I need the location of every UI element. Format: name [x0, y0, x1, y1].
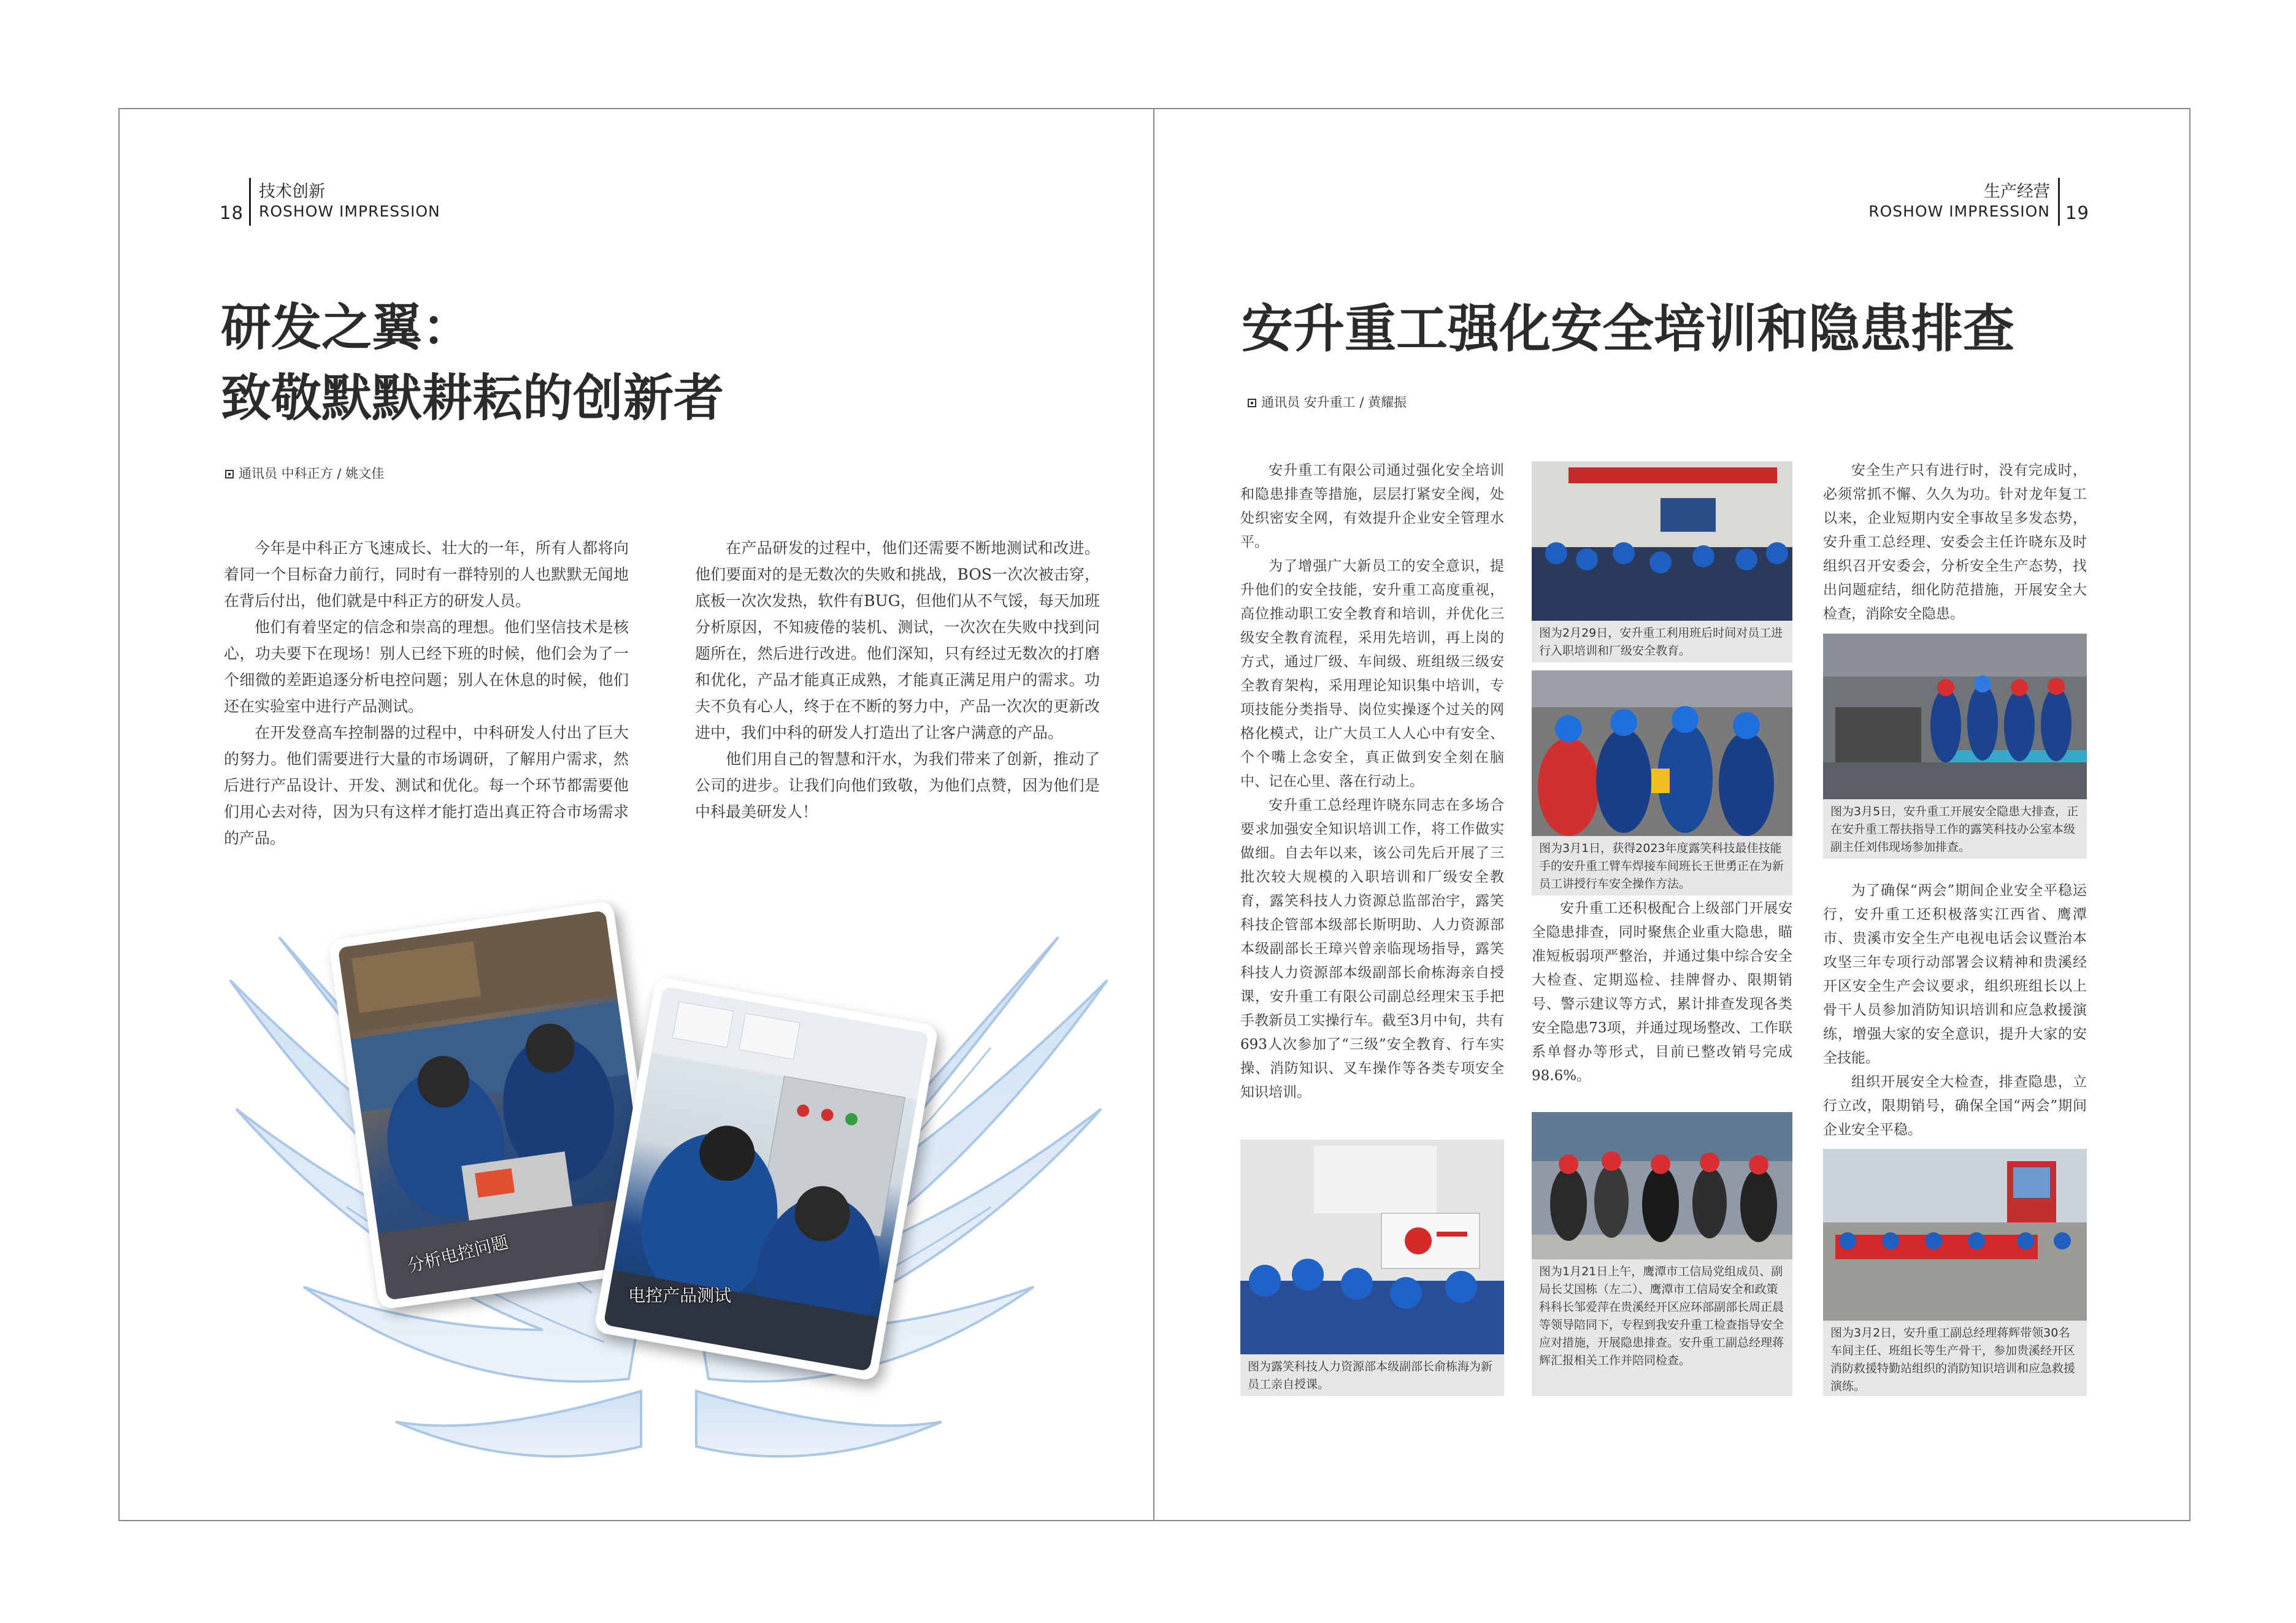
- photo-caption: 图为3月1日，获得2023年度露笑科技最佳技能手的安升重工臂车焊接车间班长王世勇正在为新员工讲授行车安全操作方法。: [1532, 836, 1792, 896]
- photo-fire-drill: [1823, 1149, 2087, 1321]
- photo-content: [1823, 634, 2087, 799]
- right-page: [1153, 108, 2190, 1521]
- paragraph: 在开发登高车控制器的过程中，中科研发人付出了巨大的努力。他们需要进行大量的市场调研，了解用户需求，然后进行产品设计、开发、测试和优化。每一个环节都需要他们用心去对待，因为只有这样才能打造出真正符合市场需求的产品。: [224, 724, 629, 847]
- paragraph: 安升重工有限公司通过强化安全培训和隐患排查等措施，层层打紧安全阀，处处织密安全网，有效提升企业安全管理水平。: [1240, 462, 1504, 550]
- section-label: 生产经营: [1984, 182, 2050, 201]
- paragraph: 为了增强广大新员工的安全意识，提升他们的安全技能，安升重工高度重视，高位推动职工安全教育和培训，并优化三级安全教育流程，采用先培训，再上岗的方式，通过厂级、车间级、班组级三级安全教育架构，采用理论知识集中培训，专项技能分类指导、岗位实操逐个过关的网格化模式，让广大员工人人心中有安全、个个嘴上念安全，真正做到安全刻在脑中、记在心里、落在行动上。: [1240, 558, 1504, 789]
- photo-content: [1823, 1149, 2087, 1321]
- paragraph: 今年是中科正方飞速成长、壮大的一年，所有人都将向着同一个目标奋力前行，同时有一群特别的人也默默无闻地在背后付出，他们就是中科正方的研发人员。: [224, 539, 629, 610]
- photo-content: [1532, 1112, 1792, 1259]
- paragraph: 组织开展安全大检查，排查隐患，立行立改，限期销号，确保全国“两会”期间企业安全平稳。: [1823, 1074, 2087, 1138]
- brand-label: ROSHOW IMPRESSION: [259, 202, 440, 220]
- paragraph: 他们有着坚定的信念和崇高的理想。他们坚信技术是核心，功夫要下在现场！别人已经下班的时候，他们会为了一个细微的差距追逐分析电控问题；别人在休息的时候，他们还在实验室中进行产品测试。: [224, 618, 629, 715]
- photo-caption: 图为3月2日，安升重工副总经理蒋辉带领30名车间主任、班组长等生产骨干，参加贵溪经开区消防救援特勤站组织的消防知识培训和应急救援演练。: [1823, 1321, 2087, 1396]
- paragraph: 安升重工还积极配合上级部门开展安全隐患排查，同时聚焦企业重大隐患，瞄准短板弱项严整治，并通过集中综合安全大检查、定期巡检、挂牌督办、限期销号、警示建议等方式，累计排查发现各类安全隐患73项，并通过现场整改、工作联系单督办等形式，目前已整改销号完成98.6%。: [1532, 900, 1792, 1084]
- photo-inspection-visit: [1532, 1112, 1792, 1259]
- article-title: 安升重工强化安全培训和隐患排查: [1242, 299, 2015, 359]
- byline-square-icon: [1248, 399, 1256, 407]
- left-page: [118, 108, 1154, 1521]
- photo-training-room: [1532, 461, 1792, 621]
- photo-label: 电控产品测试: [628, 1285, 732, 1306]
- text-column-1: [224, 535, 629, 851]
- photo-content: [1532, 670, 1792, 836]
- text-column-3b: [1823, 879, 2087, 1142]
- photo-label: 分析电控问题: [405, 1232, 510, 1276]
- paragraph: 为了确保“两会”期间企业安全平稳运行，安升重工还积极落实江西省、鹰潭市、贵溪市安全生产电视电话会议暨治本攻坚三年专项行动部署会议精神和贵溪经开区安全生产会议要求，组织班组长以上骨干人员参加消防知识培训和应急救援演练，增强大家的安全意识，提升大家的安全技能。: [1823, 883, 2087, 1066]
- photo-content: [1532, 461, 1792, 621]
- byline-text: 通讯员 中科正方 / 姚文佳: [239, 466, 385, 481]
- photo-lecture: [1240, 1140, 1504, 1354]
- text-column-1: [1240, 459, 1504, 1105]
- page-number: 19: [2065, 202, 2089, 223]
- photo-caption: 图为1月21日上午，鹰潭市工信局党组成员、副局长艾国栋（左二）、鹰潭市工信局安全和政策科科长邹爱萍在贵溪经开区应环部副部长周正晨等领导陪同下，专程到我安升重工检查指导安全应对措施，开展隐患排查。安升重工副总经理蒋辉汇报相关工作并陪同检查。: [1532, 1259, 1792, 1396]
- section-label: 技术创新: [259, 182, 325, 201]
- text-column-2: [695, 535, 1100, 825]
- byline: [1248, 393, 1407, 411]
- text-column-2: [1532, 897, 1792, 1088]
- paragraph: 安升重工总经理许晓东同志在多场合要求加强安全知识培训工作，将工作做实做细。自去年以来，该公司先后开展了三批次较大规模的入职培训和厂级安全教育，露笑科技人力资源总监部治宇，露笑科技企管部本级部长斯明助、人力资源部本级副部长王璋兴曾亲临现场指导，露笑科技人力资源部本级副部长俞栋海亲自授课，安升重工有限公司副总经理宋玉手把手教新员工实操行车。截至3月中旬，共有693人次参加了“三级”安全教育、行车实操、消防知识、叉车操作等各类专项安全知识培训。: [1240, 797, 1504, 1100]
- paragraph: 在产品研发的过程中，他们还需要不断地测试和改进。他们要面对的是无数次的失败和挑战，BOS一次次被击穿，底板一次次发热，软件有BUG，但他们从不气馁，每天加班分析原因，不知疲倦的装机、测试，一次次在失败中找到问题所在，然后进行改进。他们深知，只有经过无数次的打磨和优化，产品才能真正成熟，才能真正满足用户的需求。功夫不负有心人，终于在不断的努力中，产品一次次的更新改进中，我们中科的研发人打造出了让客户满意的产品。: [695, 539, 1100, 742]
- brand-label: ROSHOW IMPRESSION: [1868, 202, 2050, 220]
- paragraph: 他们用自己的智慧和汗水，为我们带来了创新，推动了公司的进步。让我们向他们致敬，为他们点赞，因为他们是中科最美研发人！: [695, 750, 1100, 821]
- photo-hazard-check: [1823, 634, 2087, 799]
- article-title: [221, 293, 724, 434]
- page-number: 18: [220, 202, 244, 223]
- header-divider: [249, 178, 251, 226]
- photo-caption: 图为2月29日，安升重工利用班后时间对员工进行入职培训和厂级安全教育。: [1532, 621, 1792, 662]
- byline-text: 通讯员 安升重工 / 黄耀振: [1261, 395, 1407, 410]
- paragraph: 安全生产只有进行时，没有完成时，必须常抓不懈、久久为功。针对龙年复工以来，企业短期内安全事故呈多发态势，安升重工总经理、安委会主任许晓东及时组织召开安委会，分析安全生产态势，找出问题症结，细化防范措施，开展安全大检查，消除安全隐患。: [1823, 462, 2087, 622]
- title-line-2: 致敬默默耕耘的创新者: [221, 369, 724, 428]
- photo-content: [604, 986, 929, 1372]
- byline: [225, 464, 384, 482]
- title-line-1: 研发之翼：: [221, 299, 473, 357]
- photo-caption: 图为3月5日，安升重工开展安全隐患大排查，正在安升重工帮扶指导工作的露笑科技办公室本级副主任刘伟现场参加排查。: [1823, 799, 2087, 859]
- header-divider: [2058, 178, 2060, 226]
- photo-content: [1240, 1140, 1504, 1354]
- text-column-3: [1823, 459, 2087, 626]
- byline-square-icon: [225, 470, 234, 478]
- photo-caption: 图为露笑科技人力资源部本级副部长俞栋海为新员工亲自授课。: [1240, 1354, 1504, 1396]
- photo-crane-instruction: [1532, 670, 1792, 836]
